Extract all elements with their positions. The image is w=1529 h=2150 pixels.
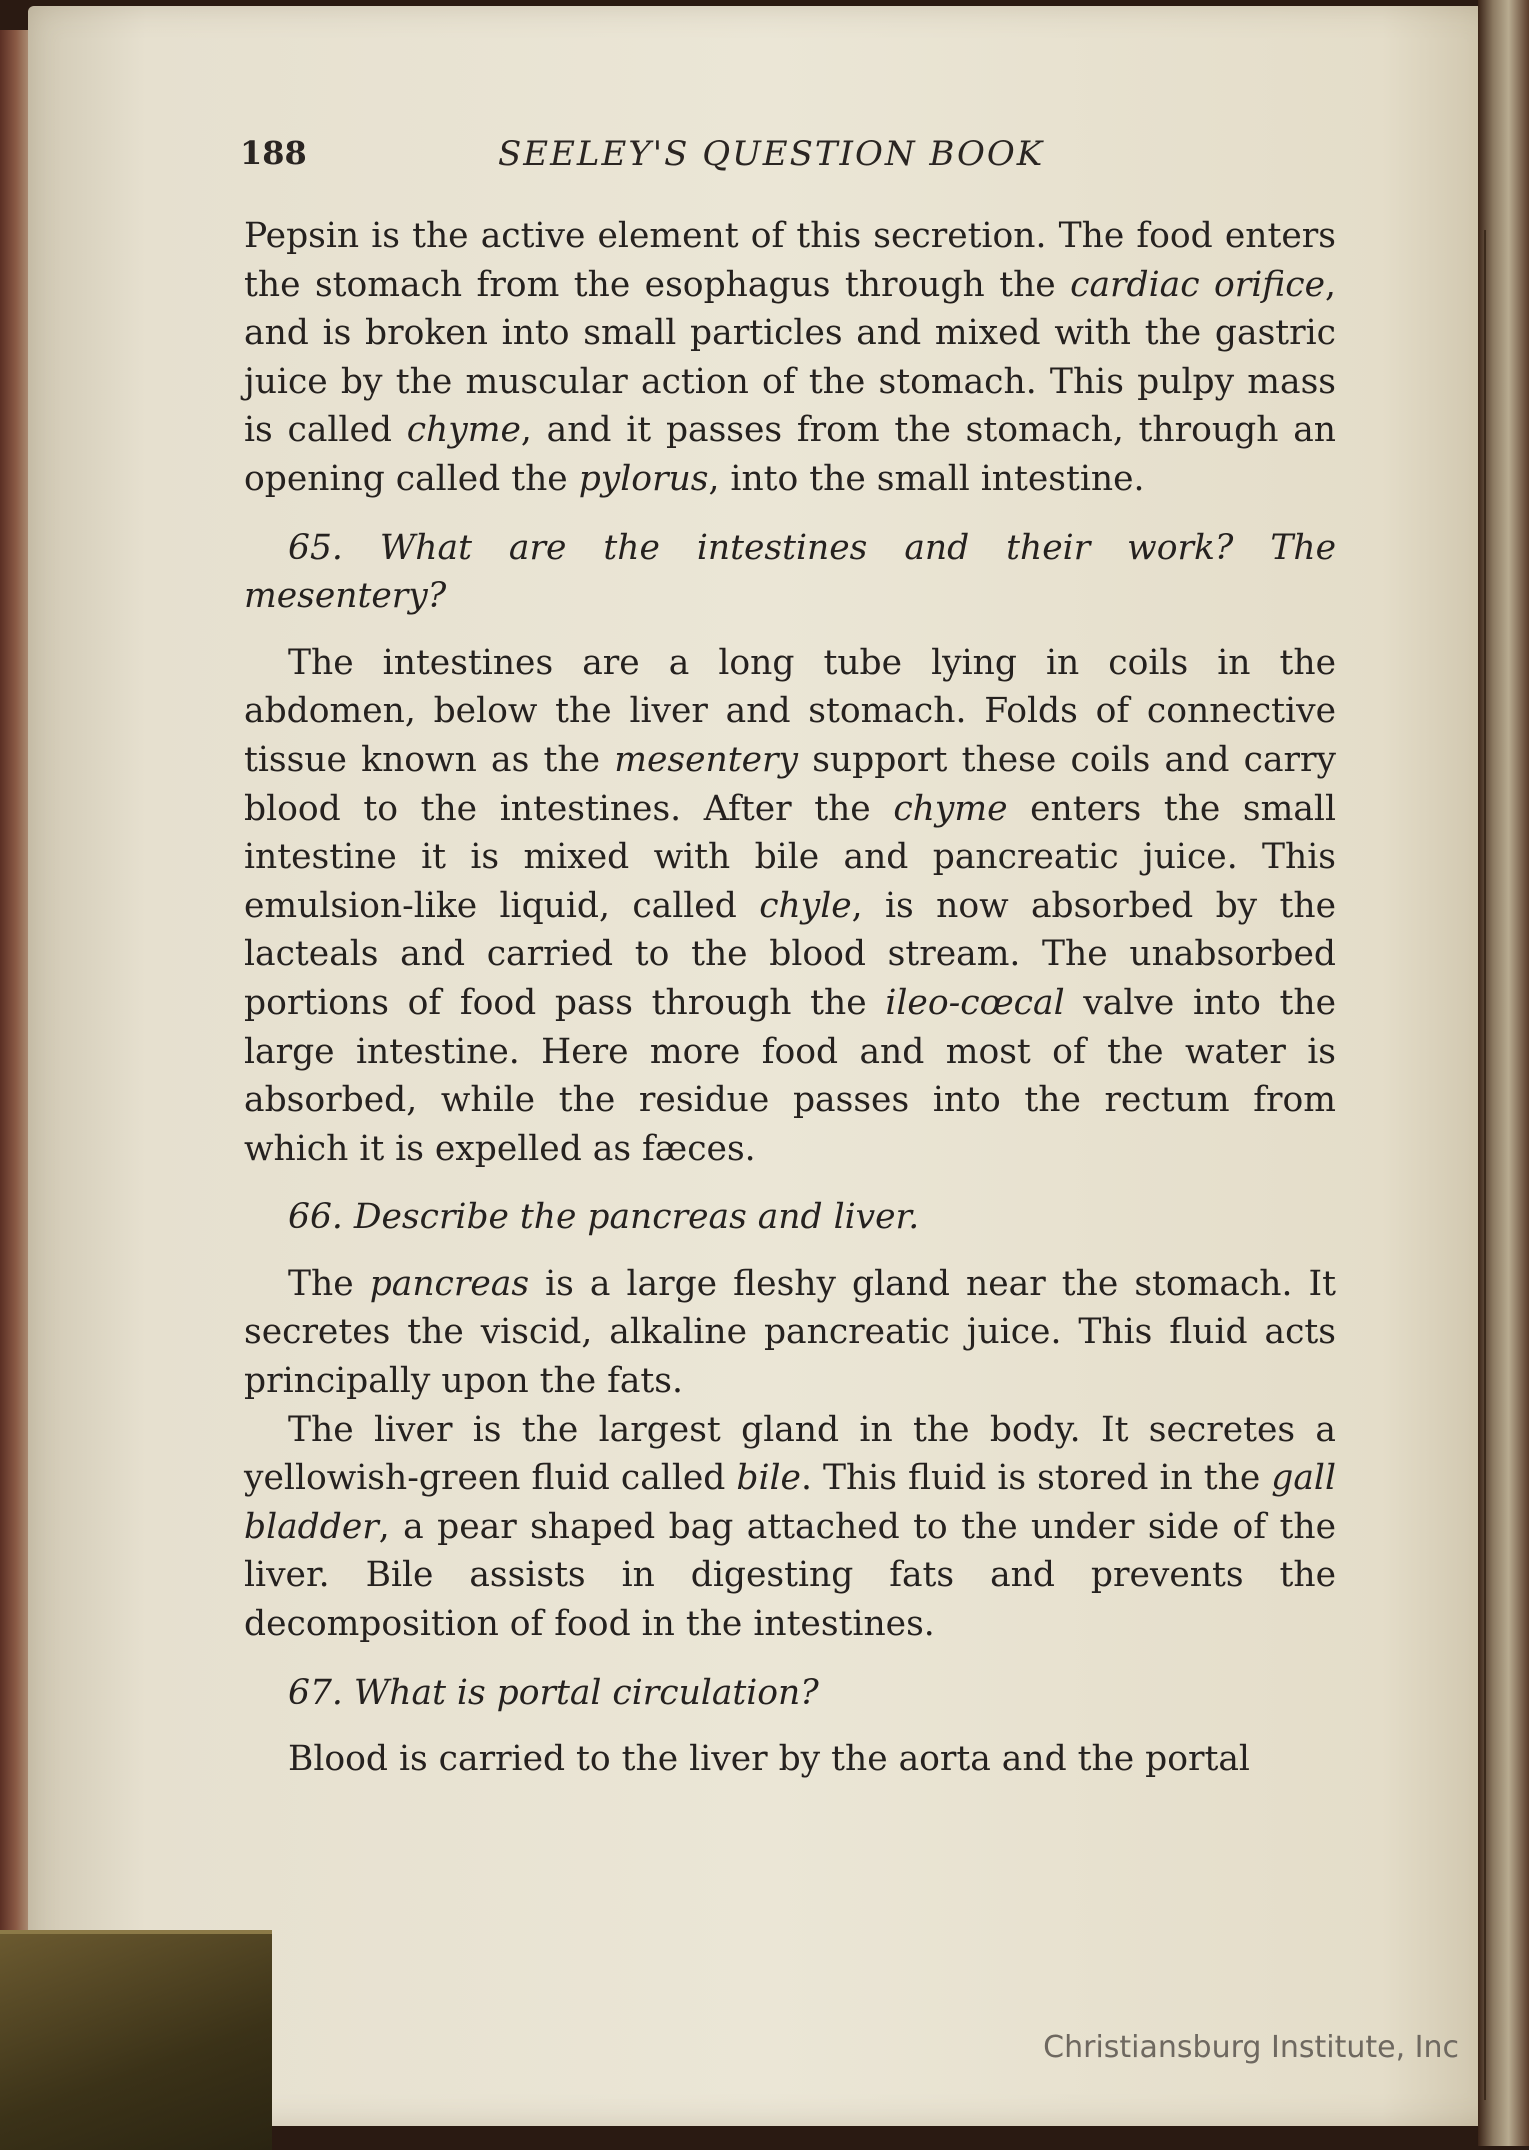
text-run: support these coils and carry blood to the intestines. After the [244, 739, 1337, 829]
question-67: 67. What is portal circulation? [288, 1672, 819, 1713]
question-65: 65. What are the intestines and their work? The mesentery? [244, 527, 1336, 617]
text-run: Pepsin is the active element of this secretion. The food enters the stomach from the esophagus through the [244, 216, 1336, 305]
paragraph-pepsin [244, 212, 1336, 504]
term-pancreas: pancreas [369, 1263, 530, 1304]
text-run: valve into the large intestine. Here more food and most of the water is absorbed, while the residue passes into the rectum from which it is expelled as fæces. [244, 982, 1337, 1169]
text-run: The intestines are a long tube lying in coils in the abdomen, below the liver and stomach. Folds of connective tissue known as the [244, 642, 1336, 780]
term-chyle: chyle [759, 885, 852, 926]
text-run: The [288, 1263, 370, 1304]
page-header [240, 134, 1340, 184]
paragraph-liver [244, 1406, 1336, 1649]
term-chyme: chyme [893, 788, 1008, 829]
page-edge-line [1484, 230, 1486, 2100]
text-run: , into the small intestine. [708, 458, 1145, 499]
text-run: , a pear shaped bag attached to the under side of the liver. Bile assists in digesting fats and prevents the decomposition of food in the intestines. [244, 1506, 1336, 1645]
watermark: Christiansburg Institute, Inc [1043, 2030, 1459, 2065]
text-run: , and it passes from the stomach, through an opening called the [244, 410, 1336, 499]
term-ileo-coecal: ileo-cœcal [885, 982, 1065, 1023]
text-run: The liver is the largest gland in the body. It secretes a yellowish-green fluid called [244, 1409, 1336, 1499]
term-mesentery: mesentery [614, 739, 798, 780]
term-cardiac-orifice: cardiac orifice [1070, 264, 1326, 305]
term-gall-bladder: gall bladder [244, 1458, 1336, 1547]
page-body [244, 212, 1336, 1784]
text-run: is a large fleshy gland near the stomach. It secretes the viscid, alkaline pancreatic juice. This fluid acts principally upon the fats. [244, 1263, 1336, 1402]
thumb-tab [0, 1930, 272, 2150]
text-run: , is now absorbed by the lacteals and carried to the blood stream. The unabsorbed portions of food pass through the [244, 885, 1337, 1023]
text-run: , and is broken into small particles and mixed with the gastric juice by the muscular action of the stomach. This pulpy mass is called [244, 264, 1337, 451]
facing-page-edge [1478, 0, 1529, 2146]
paragraph-intestines [244, 639, 1336, 1174]
paragraph-portal: Blood is carried to the liver by the aorta and the portal [288, 1739, 1250, 1780]
page-number: 188 [240, 134, 307, 172]
text-run: enters the small intestine it is mixed with bile and pancreatic juice. This emulsion-like liquid, called [244, 788, 1336, 926]
term-bile: bile [736, 1458, 801, 1499]
term-chyme: chyme [406, 410, 521, 451]
term-pylorus: pylorus [578, 458, 709, 499]
paragraph-pancreas [244, 1260, 1336, 1406]
question-66: 66. Describe the pancreas and liver. [288, 1197, 920, 1238]
running-title: SEELEY'S QUESTION BOOK [498, 134, 1045, 174]
text-run: . This fluid is stored in the [800, 1458, 1272, 1499]
